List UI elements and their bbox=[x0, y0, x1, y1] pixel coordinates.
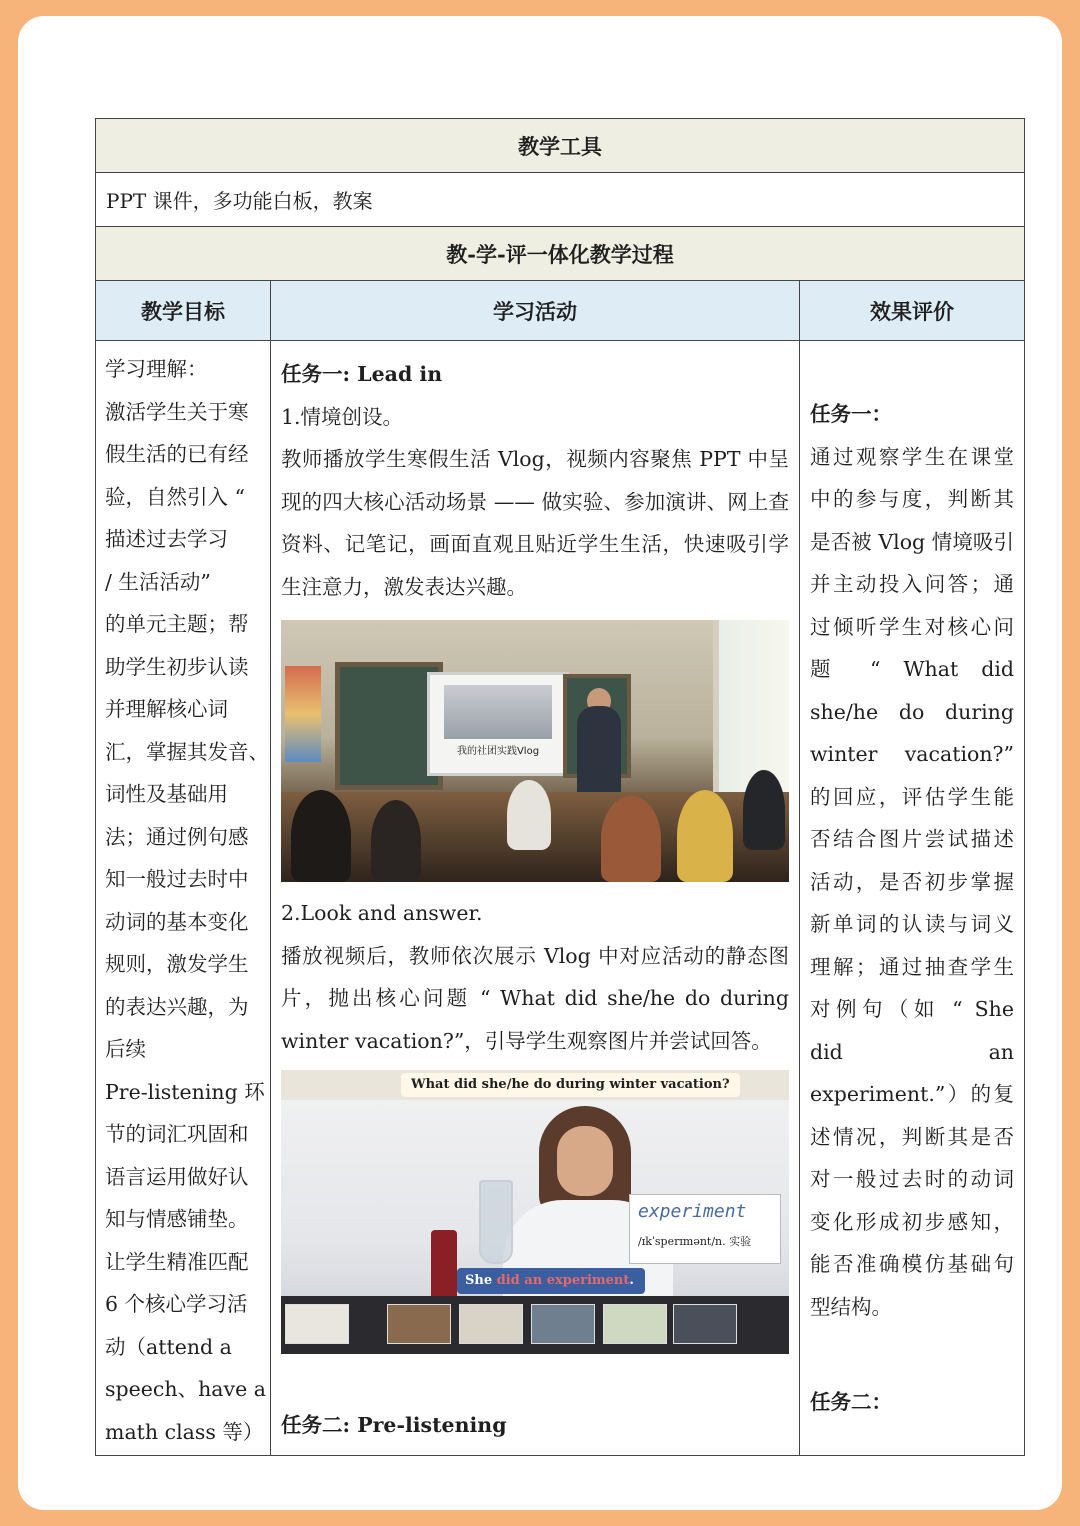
goal-line: / 生活活动” bbox=[105, 569, 211, 594]
goal-line: 并理解核心词 bbox=[105, 697, 228, 721]
goal-line: 法；通过例句感 bbox=[105, 824, 249, 849]
thumbnail bbox=[603, 1304, 667, 1344]
goal-line: 假生活的已有经 bbox=[105, 442, 249, 466]
sentence-part: . bbox=[629, 1273, 634, 1288]
vocab-card bbox=[629, 1194, 781, 1264]
goal-line: 词性及基础用 bbox=[105, 782, 228, 806]
vocab-word: experiment bbox=[638, 1201, 747, 1222]
vocab-phonetic: /ɪkˈsperɪmənt/n. 实验 bbox=[638, 1235, 752, 1248]
task1-title: 任务一: Lead in bbox=[281, 362, 443, 386]
tools-title: 教学工具 bbox=[96, 119, 1025, 173]
goal-line: 学习理解： bbox=[105, 357, 208, 381]
thumbnail bbox=[673, 1304, 737, 1344]
eval-task2-title: 任务二： bbox=[810, 1390, 892, 1414]
example-sentence bbox=[457, 1268, 645, 1294]
step1-title: 1.情境创设。 bbox=[281, 404, 404, 429]
experiment-slide-image bbox=[281, 1070, 789, 1354]
student-figure bbox=[677, 790, 733, 882]
goal-line: 动词的基本变化 bbox=[105, 909, 249, 934]
goal-line: 助学生初步认读 bbox=[105, 654, 249, 679]
step2-title: 2.Look and answer. bbox=[281, 901, 483, 925]
sentence-part: She bbox=[465, 1273, 493, 1288]
goal-line: 知与情感铺垫。 bbox=[105, 1207, 249, 1231]
goal-line: 后续 bbox=[105, 1037, 146, 1061]
column-header-activities: 学习活动 bbox=[271, 281, 800, 341]
sentence-part: did an bbox=[496, 1273, 543, 1288]
evaluation-cell bbox=[800, 341, 1025, 1456]
goal-line: 验，自然引入 “ bbox=[105, 484, 245, 509]
student-face bbox=[557, 1126, 613, 1196]
step2-text: 播放视频后，教师依次展示 Vlog 中对应活动的静态图片，抛出核心问题 “ What did she/he do during winter vacation?”，引导学生观察图片并尝试回答。 bbox=[281, 943, 789, 1053]
goal-line: speech、have a bbox=[105, 1377, 266, 1401]
goal-line: 语言运用做好认 bbox=[105, 1164, 249, 1189]
column-header-goals: 教学目标 bbox=[96, 281, 271, 341]
task2-title: 任务二: Pre-listening bbox=[281, 1413, 507, 1437]
flask bbox=[431, 1230, 457, 1300]
process-title: 教-学-评一体化教学过程 bbox=[96, 227, 1025, 281]
column-header-evaluation: 效果评价 bbox=[800, 281, 1025, 341]
test-tube bbox=[479, 1180, 513, 1264]
goal-line: Pre-listening 环 bbox=[105, 1079, 265, 1104]
student-figure bbox=[507, 780, 551, 850]
goal-line: 知一般过去时中 bbox=[105, 867, 249, 891]
thumbnail bbox=[387, 1304, 451, 1344]
tools-text: PPT 课件，多功能白板，教案 bbox=[96, 173, 1025, 227]
teacher-figure bbox=[577, 706, 621, 806]
goals-text bbox=[105, 348, 269, 1453]
eval-task1-title: 任务一： bbox=[810, 402, 892, 426]
goals-cell bbox=[96, 341, 271, 1456]
eval-task1-text: 通过观察学生在课堂中的参与度，判断其是否被 Vlog 情境吸引并主动投入问答；通过倾听学生对核心问题 “ What did she/he do during winter vacation?” 的回应，评估学生能否结合图片尝试描述活动，是否初步掌握新单词的认读与词义理解；通过抽查学生对例句（如 “ She did an experiment.”）的复述情况，判断其是否对一般过去时的动词变化形成初步感知，能否准确模仿基础句型结构。 bbox=[810, 444, 1015, 1319]
activities-cell bbox=[271, 341, 800, 1456]
goal-line: 描述过去学习 bbox=[105, 527, 228, 551]
thumbnail bbox=[459, 1304, 523, 1344]
thumbnail bbox=[531, 1304, 595, 1344]
student-figure bbox=[371, 800, 421, 882]
sentence-part: experiment bbox=[546, 1273, 630, 1288]
lesson-plan-table bbox=[95, 118, 1025, 1456]
classroom-photo bbox=[281, 620, 789, 882]
goal-line: 的表达兴趣，为 bbox=[105, 994, 249, 1019]
goal-line: 节的词汇巩固和 bbox=[105, 1122, 249, 1146]
student-figure bbox=[743, 770, 785, 850]
slide-question: What did she/he do during winter vacation? bbox=[401, 1073, 740, 1097]
goal-line: 汇，掌握其发音、 bbox=[105, 739, 269, 764]
goal-line: 让学生精准匹配 bbox=[105, 1249, 249, 1274]
thumbnail bbox=[285, 1304, 349, 1344]
screen-picture bbox=[444, 685, 552, 739]
projector-screen bbox=[427, 672, 569, 776]
step1-text: 教师播放学生寒假生活 Vlog，视频内容聚焦 PPT 中呈现的四大核心活动场景 —— 做实验、参加演讲、网上查资料、记笔记，画面直观且贴近学生生活，快速吸引学生注意力，激发表达兴趣。 bbox=[281, 447, 789, 599]
goal-line: 规则，激发学生 bbox=[105, 952, 249, 976]
thumbnail-strip bbox=[281, 1296, 789, 1354]
screen-caption: 我的社团实践Vlog bbox=[456, 746, 540, 757]
student-figure bbox=[291, 790, 351, 882]
goal-line: 动（attend a bbox=[105, 1334, 232, 1359]
student-figure bbox=[601, 796, 661, 882]
page bbox=[18, 16, 1062, 1510]
goal-line: math class 等） bbox=[105, 1419, 264, 1444]
goal-line: 6 个核心学习活 bbox=[105, 1292, 248, 1316]
goal-line: 的单元主题；帮 bbox=[105, 612, 249, 636]
wall-poster bbox=[285, 666, 321, 762]
goal-line: 激活学生关于寒 bbox=[105, 399, 249, 424]
